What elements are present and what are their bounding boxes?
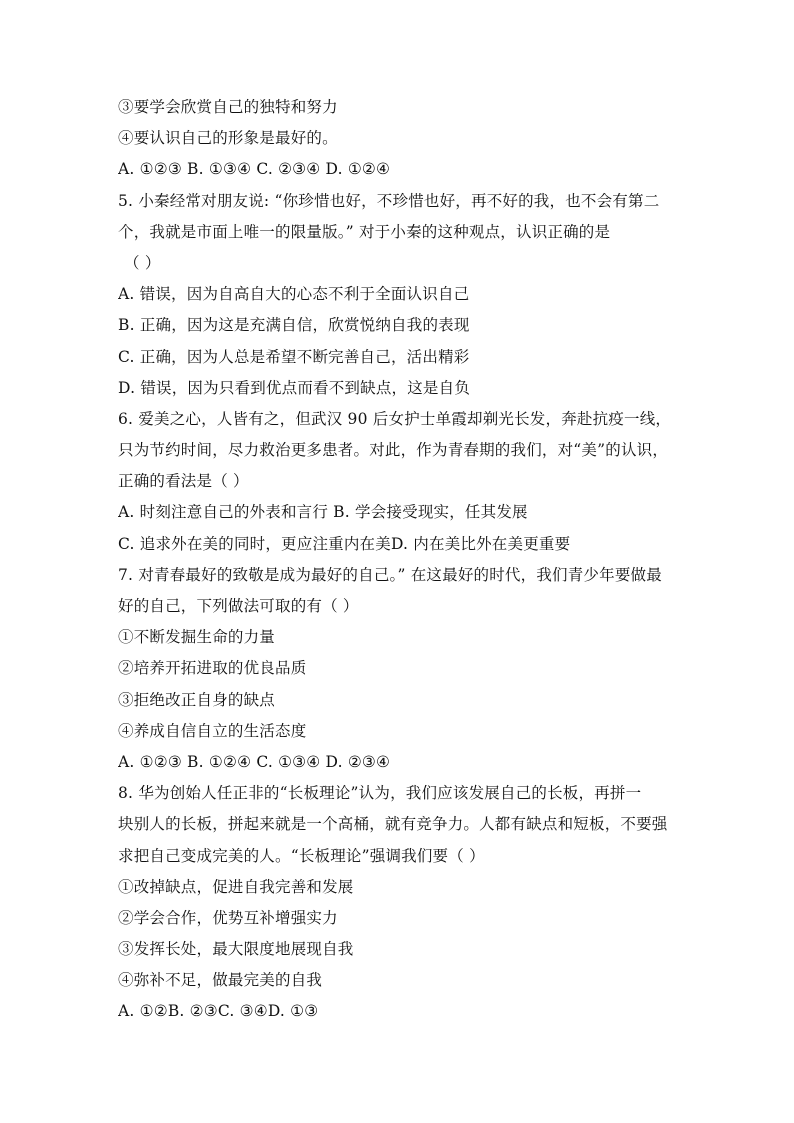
option-line: ①改掉缺点，促进自我完善和发展 [118,877,354,896]
answer-choices: C. 追求外在美的同时，更应注重内在美D. 内在美比外在美更重要 [118,534,571,553]
question-8-text: 8. 华为创始人任正非的“长板理论”认为，我们应该发展自己的长板，再拼一 [118,784,642,803]
option-line: ①不断发掘生命的力量 [118,628,276,647]
answer-choice: B. 正确，因为这是充满自信，欣赏悦纳自我的表现 [118,316,470,335]
question-8-text: 块别人的长板，拼起来就是一个高桶，就有竞争力。人都有缺点和短板，不要强 [118,815,668,834]
answer-choices: A. ①②B. ②③C. ③④D. ①③ [118,1002,319,1021]
option-line: ④要认识自己的形象是最好的。 [118,129,338,148]
option-line: ②学会合作，优势互补增强实力 [118,908,338,927]
option-line: ④弥补不足，做最完美的自我 [118,971,323,990]
question-5-text: 个，我就是市面上唯一的限量版。” 对于小秦的这种观点，认识正确的是 [118,222,611,241]
option-line: ③拒绝改正自身的缺点 [118,690,276,709]
option-line: ③发挥长处，最大限度地展现自我 [118,940,354,959]
question-7-text: 好的自己，下列做法可取的有（ ） [118,597,359,615]
question-7-text: 7. 对青春最好的致敬是成为最好的自己。” 在这最好的时代，我们青少年要做最 [118,565,662,584]
question-8-text: 求把自己变成完美的人。“长板理论”强调我们要（ ） [118,846,485,865]
option-line: ④养成自信自立的生活态度 [118,721,307,740]
answer-blank: （ ） [124,253,161,272]
question-6-text: 6. 爱美之心，人皆有之，但武汉 90 后女护士单霞却剃光长发，奔赴抗疫一线， [118,409,672,428]
question-6-text: 正确的看法是（ ） [118,472,249,491]
question-5-text: 5. 小秦经常对朋友说: “你珍惜也好，不珍惜也好，再不好的我，也不会有第二 [118,191,660,210]
answer-choices: A. 时刻注意自己的外表和言行 B. 学会接受现实，任其发展 [118,503,528,522]
question-6-text: 只为节约时间，尽力救治更多患者。对此，作为青春期的我们，对“美”的认识， [118,441,669,460]
answer-choices: A. ①②③ B. ①②④ C. ①③④ D. ②③④ [118,752,391,771]
answer-choice: A. 错误，因为自高自大的心态不利于全面认识自己 [118,285,470,304]
option-line: ②培养开拓进取的优良品质 [118,659,307,678]
answer-choice: D. 错误，因为只看到优点而看不到缺点，这是自负 [118,378,471,397]
answer-choices: A. ①②③ B. ①③④ C. ②③④ D. ①②④ [118,160,391,179]
answer-choice: C. 正确，因为人总是希望不断完善自己，活出精彩 [118,347,470,366]
option-line: ③要学会欣赏自己的独特和努力 [118,98,338,116]
